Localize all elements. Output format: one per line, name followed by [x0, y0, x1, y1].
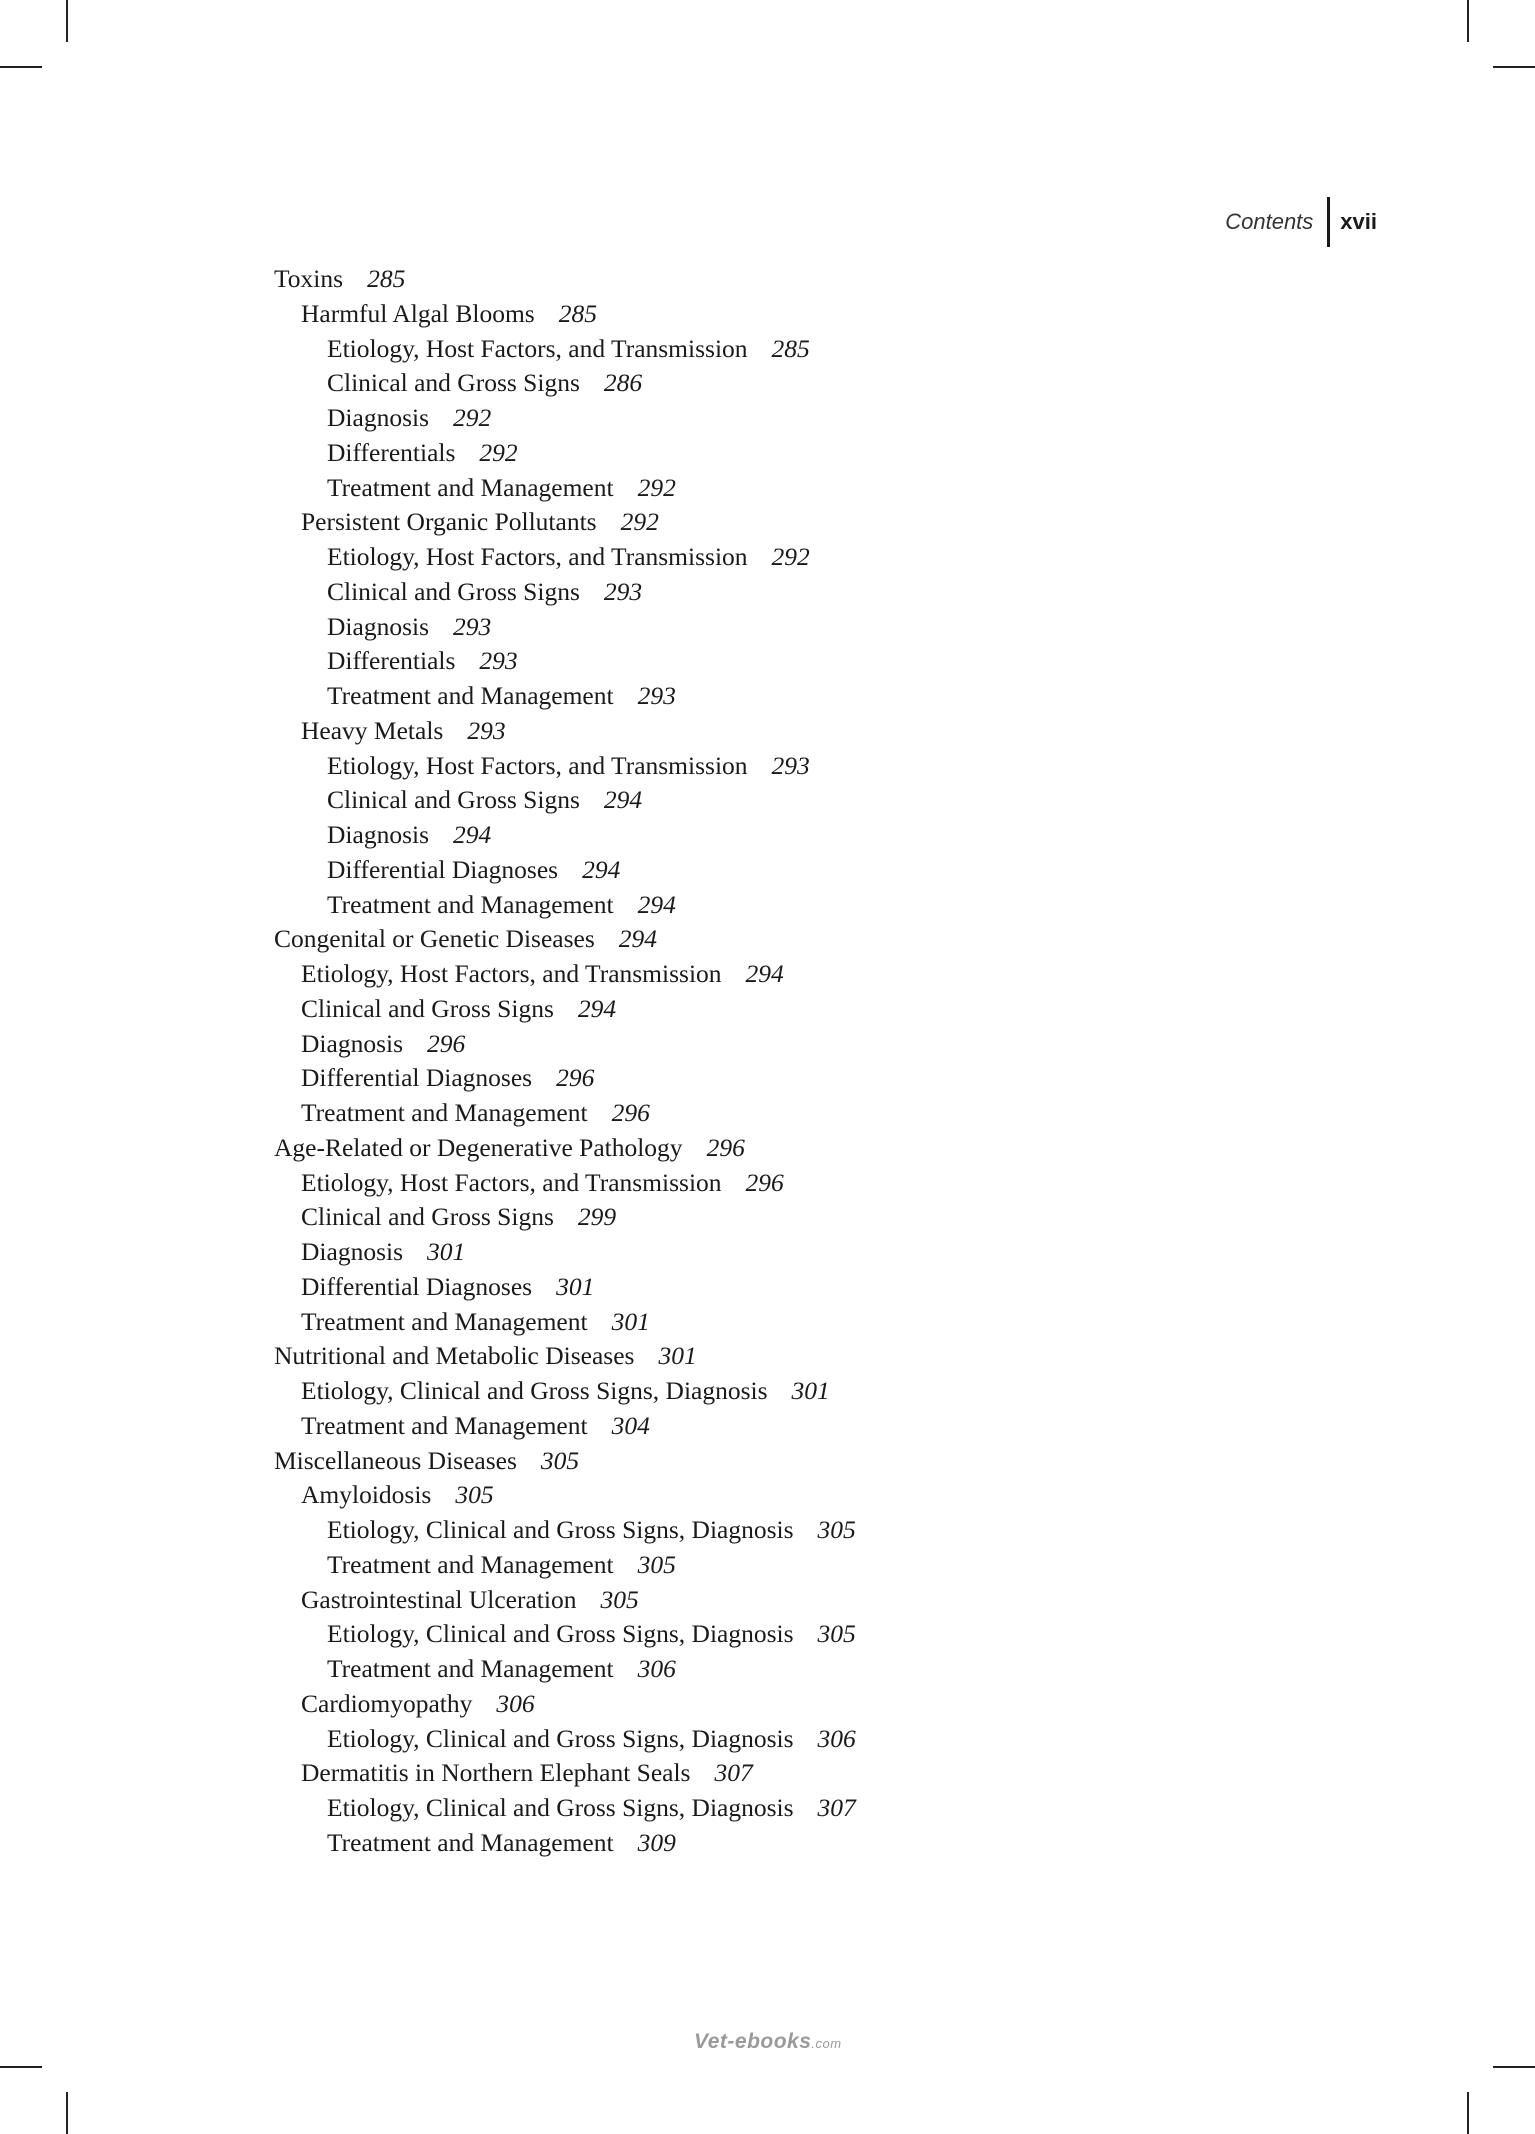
toc-entry[interactable] — [274, 1409, 1274, 1444]
toc-entry-page: 301 — [556, 1271, 595, 1301]
toc-entry-page: 296 — [745, 1167, 784, 1197]
toc-entry-page: 294 — [577, 993, 617, 1023]
toc-entry[interactable] — [274, 853, 1274, 888]
toc-entry-title: Treatment and Management — [327, 681, 614, 710]
toc-entry[interactable] — [274, 1305, 1274, 1340]
toc-entry-title: Congenital or Genetic Diseases — [274, 924, 595, 954]
toc-entry[interactable] — [274, 1444, 1274, 1479]
toc-entry-page: 294 — [637, 889, 676, 919]
toc-entry-page: 301 — [427, 1237, 466, 1266]
toc-entry[interactable] — [274, 1027, 1274, 1062]
crop-mark-top-right-horizontal — [1493, 66, 1535, 68]
toc-entry-title: Etiology, Host Factors, and Transmission — [327, 750, 748, 780]
toc-entry[interactable] — [274, 1722, 1274, 1757]
toc-entry-page: 306 — [637, 1654, 676, 1683]
toc-entry[interactable] — [274, 1131, 1274, 1166]
page-number: xvii — [1340, 209, 1377, 234]
toc-entry[interactable] — [274, 1200, 1274, 1235]
toc-entry[interactable] — [274, 922, 1274, 957]
table-of-contents — [274, 262, 1274, 1861]
toc-entry-page: 307 — [714, 1758, 753, 1788]
toc-entry[interactable] — [274, 332, 1274, 367]
crop-mark-top-left-horizontal — [0, 66, 42, 68]
toc-entry-title: Harmful Algal Blooms — [301, 298, 535, 328]
crop-mark-bottom-right-vertical — [1467, 2092, 1469, 2134]
toc-entry-page: 292 — [771, 542, 810, 571]
toc-entry-page: 296 — [611, 1098, 650, 1127]
toc-entry-title: Differentials — [327, 437, 456, 467]
toc-entry-page: 294 — [745, 959, 784, 988]
toc-entry-title: Differential Diagnoses — [301, 1271, 533, 1301]
crop-mark-bottom-right-horizontal — [1493, 2066, 1535, 2068]
toc-entry-title: Treatment and Management — [327, 1827, 614, 1857]
toc-entry-page: 305 — [455, 1480, 494, 1510]
toc-entry-title: Cardiomyopathy — [301, 1688, 473, 1718]
toc-entry[interactable] — [274, 366, 1274, 401]
toc-entry-title: Etiology, Clinical and Gross Signs, Diagnosis — [327, 1723, 794, 1753]
toc-entry-title: Treatment and Management — [327, 1549, 614, 1579]
toc-entry-title: Differentials — [327, 646, 456, 676]
toc-entry-title: Clinical and Gross Signs — [301, 993, 554, 1023]
toc-entry-title: Treatment and Management — [327, 889, 614, 919]
watermark-logo — [694, 2030, 842, 2054]
toc-entry-title: Etiology, Clinical and Gross Signs, Diagnosis — [327, 1619, 794, 1649]
toc-entry-page: 301 — [791, 1376, 830, 1405]
toc-entry[interactable] — [274, 1652, 1274, 1687]
toc-entry-page: 306 — [817, 1723, 856, 1753]
toc-entry-title: Miscellaneous Diseases — [274, 1445, 517, 1475]
toc-entry-title: Amyloidosis — [301, 1480, 432, 1510]
toc-entry-page: 294 — [582, 854, 621, 884]
toc-entry-title: Age-Related or Degenerative Pathology — [274, 1132, 683, 1162]
toc-entry-title: Diagnosis — [327, 611, 429, 641]
crop-mark-bottom-left-vertical — [66, 2092, 68, 2134]
toc-entry-title: Treatment and Management — [327, 472, 614, 502]
toc-entry[interactable] — [274, 1756, 1274, 1791]
toc-entry[interactable] — [274, 1513, 1274, 1548]
toc-entry-title: Etiology, Clinical and Gross Signs, Diagnosis — [327, 1793, 794, 1822]
toc-entry-page: 285 — [558, 298, 597, 328]
toc-entry-page: 292 — [637, 472, 676, 502]
toc-entry-page: 293 — [637, 681, 676, 710]
crop-mark-top-left-vertical — [66, 0, 68, 42]
toc-entry-title: Differential Diagnoses — [301, 1063, 533, 1093]
toc-entry-page: 305 — [540, 1445, 580, 1475]
toc-entry-title: Dermatitis in Northern Elephant Seals — [301, 1758, 691, 1788]
toc-entry-page: 286 — [603, 368, 643, 398]
toc-entry[interactable] — [274, 957, 1274, 992]
toc-entry-page: 296 — [427, 1028, 466, 1058]
toc-entry-title: Treatment and Management — [301, 1098, 588, 1127]
toc-entry[interactable] — [274, 679, 1274, 714]
toc-entry-title: Clinical and Gross Signs — [327, 576, 580, 606]
toc-entry[interactable] — [274, 1478, 1274, 1513]
toc-entry-title: Diagnosis — [327, 403, 429, 432]
toc-entry-page: 296 — [556, 1063, 595, 1093]
toc-entry-page: 285 — [367, 264, 406, 293]
toc-entry-title: Etiology, Host Factors, and Transmission — [327, 542, 748, 571]
toc-entry-title: Etiology, Clinical and Gross Signs, Diagnosis — [327, 1515, 794, 1544]
toc-entry[interactable] — [274, 610, 1274, 645]
toc-entry-title: Gastrointestinal Ulceration — [301, 1584, 577, 1614]
toc-entry-title: Treatment and Management — [301, 1410, 588, 1440]
toc-entry-title: Etiology, Host Factors, and Transmission — [301, 959, 722, 988]
toc-entry[interactable] — [274, 783, 1274, 818]
running-head — [1225, 197, 1377, 247]
toc-entry-page: 285 — [771, 333, 810, 363]
toc-entry-page: 293 — [603, 576, 643, 606]
toc-entry-page: 296 — [706, 1132, 745, 1162]
toc-entry-page: 294 — [453, 820, 492, 849]
toc-entry-page: 305 — [817, 1515, 856, 1544]
toc-entry[interactable] — [274, 1548, 1274, 1583]
toc-entry-title: Etiology, Clinical and Gross Signs, Diagnosis — [301, 1376, 768, 1405]
toc-entry-page: 292 — [453, 403, 492, 432]
toc-entry-title: Heavy Metals — [301, 715, 444, 745]
toc-entry-page: 305 — [817, 1619, 856, 1649]
toc-entry-page: 299 — [577, 1202, 617, 1232]
toc-entry[interactable] — [274, 644, 1274, 679]
toc-entry-title: Diagnosis — [301, 1237, 403, 1266]
running-head-section: Contents — [1225, 209, 1314, 234]
toc-entry[interactable] — [274, 749, 1274, 784]
toc-entry-title: Clinical and Gross Signs — [327, 368, 580, 398]
toc-entry-page: 292 — [479, 437, 518, 467]
toc-entry-title: Diagnosis — [301, 1028, 403, 1058]
toc-entry-page: 293 — [479, 646, 518, 676]
toc-entry[interactable] — [274, 1096, 1274, 1131]
toc-entry-title: Diagnosis — [327, 820, 429, 849]
toc-entry-title: Toxins — [274, 264, 344, 293]
toc-entry[interactable] — [274, 1061, 1274, 1096]
toc-entry-page: 293 — [453, 611, 492, 641]
toc-entry-title: Clinical and Gross Signs — [327, 785, 580, 815]
toc-entry[interactable] — [274, 262, 1274, 297]
toc-entry-page: 294 — [603, 785, 643, 815]
toc-entry-page: 304 — [611, 1410, 650, 1440]
toc-entry-page: 307 — [817, 1793, 856, 1822]
toc-entry-title: Persistent Organic Pollutants — [301, 507, 597, 537]
toc-entry-page: 301 — [611, 1306, 650, 1336]
toc-entry-title: Nutritional and Metabolic Diseases — [274, 1341, 635, 1371]
toc-entry[interactable] — [274, 540, 1274, 575]
toc-entry[interactable] — [274, 1583, 1274, 1618]
toc-entry[interactable] — [274, 436, 1274, 471]
toc-entry-page: 292 — [620, 507, 659, 537]
toc-entry-page: 293 — [467, 715, 506, 745]
toc-entry[interactable] — [274, 401, 1274, 436]
toc-entry[interactable] — [274, 818, 1274, 853]
toc-entry[interactable] — [274, 1166, 1274, 1201]
toc-entry[interactable] — [274, 714, 1274, 749]
toc-entry[interactable] — [274, 471, 1274, 506]
crop-mark-bottom-left-horizontal — [0, 2066, 42, 2068]
toc-entry[interactable] — [274, 297, 1274, 332]
toc-entry[interactable] — [274, 1235, 1274, 1270]
crop-mark-top-right-vertical — [1467, 0, 1469, 42]
toc-entry[interactable] — [274, 992, 1274, 1027]
toc-entry[interactable] — [274, 1617, 1274, 1652]
toc-entry[interactable] — [274, 1826, 1274, 1861]
watermark-brand: Vet-ebooks — [694, 2030, 812, 2053]
toc-entry-page: 293 — [771, 750, 810, 780]
toc-entry[interactable] — [274, 1339, 1274, 1374]
toc-entry-title: Etiology, Host Factors, and Transmission — [327, 333, 748, 363]
toc-entry-title: Differential Diagnoses — [327, 854, 559, 884]
toc-entry[interactable] — [274, 1687, 1274, 1722]
watermark-suffix: .com — [811, 2036, 842, 2051]
toc-entry-page: 305 — [637, 1549, 676, 1579]
toc-entry-page: 305 — [600, 1584, 639, 1614]
toc-entry[interactable] — [274, 888, 1274, 923]
toc-entry[interactable] — [274, 575, 1274, 610]
toc-entry-page: 294 — [618, 924, 658, 954]
toc-entry-page: 309 — [637, 1827, 676, 1857]
toc-entry-title: Treatment and Management — [327, 1654, 614, 1683]
toc-entry-title: Treatment and Management — [301, 1306, 588, 1336]
toc-entry-title: Etiology, Host Factors, and Transmission — [301, 1167, 722, 1197]
toc-entry[interactable] — [274, 1791, 1274, 1826]
toc-entry[interactable] — [274, 1270, 1274, 1305]
toc-entry[interactable] — [274, 1374, 1274, 1409]
toc-entry-page: 306 — [496, 1688, 535, 1718]
toc-entry-title: Clinical and Gross Signs — [301, 1202, 554, 1232]
toc-entry-page: 301 — [658, 1341, 697, 1371]
toc-entry[interactable] — [274, 505, 1274, 540]
